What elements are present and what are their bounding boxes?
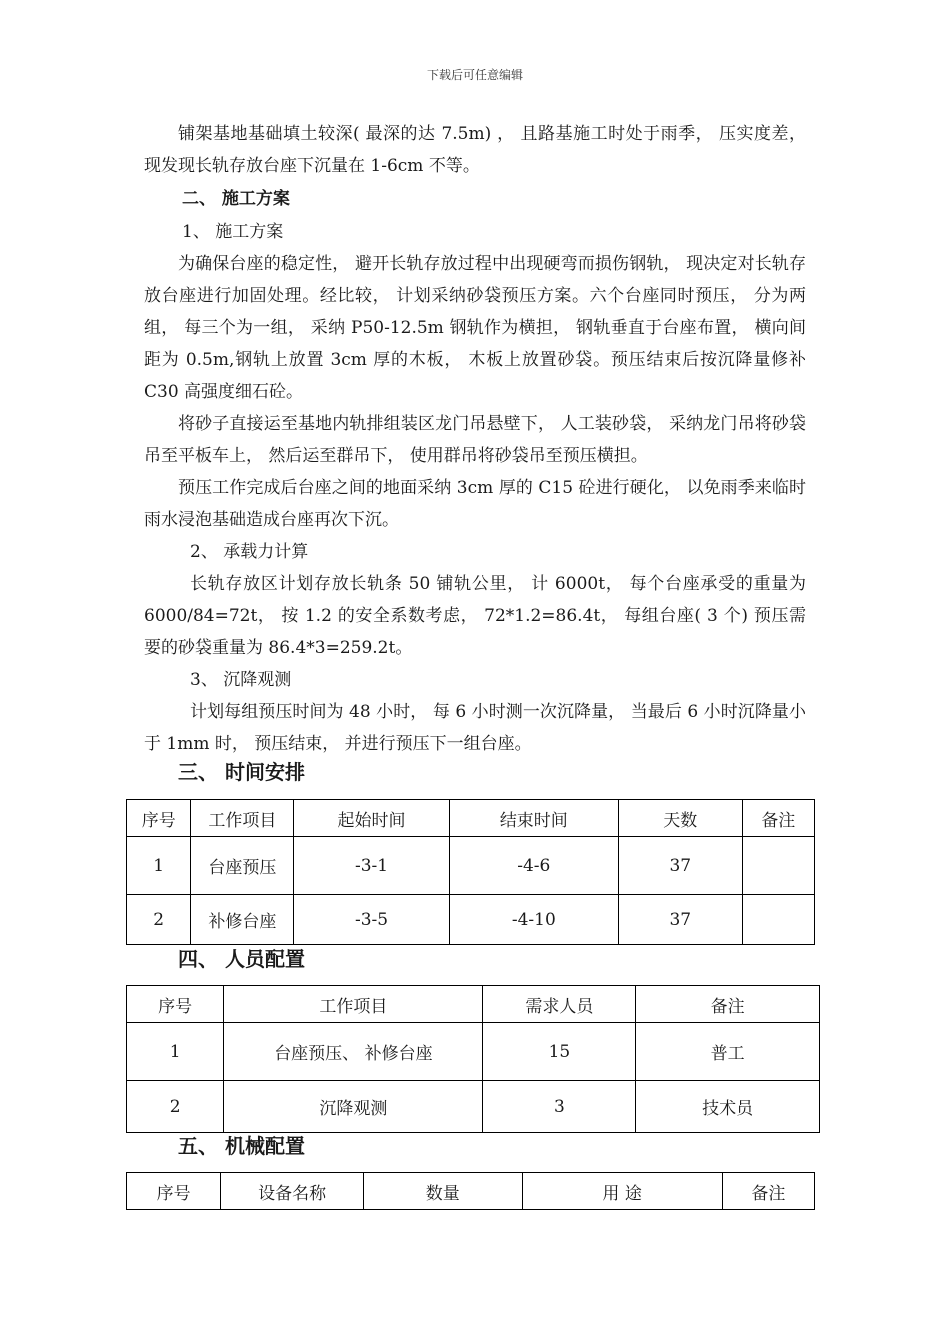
page-header: 下载后可任意编辑 — [426, 68, 523, 82]
table-cell — [742, 837, 814, 895]
table-cell: 台座预压、 补修台座 — [224, 1023, 483, 1081]
paragraph-settlement: 计划每组预压时间为 48 小时， 每 6 小时测一次沉降量， 当最后 6 小时沉降量小于 1mm 时， 预压结束， 并进行预压下一组台座。 — [144, 702, 806, 754]
table-row — [127, 1081, 820, 1133]
table-cell: -3-5 — [294, 895, 449, 945]
section-heading-construction-plan: 二、 施工方案 — [182, 189, 290, 209]
machinery-table — [126, 1172, 815, 1210]
table-cell — [742, 895, 814, 945]
table-cell: 15 — [483, 1023, 636, 1081]
table-cell: 2 — [127, 895, 191, 945]
personnel-table — [126, 985, 820, 1133]
section-heading-machinery: 五、 机械配置 — [178, 1134, 305, 1158]
table-header-row — [127, 986, 820, 1023]
schedule-table — [126, 799, 815, 945]
table-row — [127, 1023, 820, 1081]
table-cell: 台座预压 — [191, 837, 294, 895]
section-heading-schedule: 三、 时间安排 — [178, 760, 305, 784]
col-header: 备注 — [742, 800, 814, 837]
col-header: 序号 — [127, 800, 191, 837]
paragraph-foundation: 铺架基地基础填土较深( 最深的达 7.5m) ， 且路基施工时处于雨季， 压实度差， 现发现长轨存放台座下沉量在 1-6cm 不等。 — [144, 124, 806, 176]
table-cell: 3 — [483, 1081, 636, 1133]
table-cell: 1 — [127, 837, 191, 895]
col-header: 结束时间 — [449, 800, 618, 837]
table-row — [127, 837, 815, 895]
paragraph-bearing-calc: 长轨存放区计划存放长轨条 50 铺轨公里， 计 6000t， 每个台座承受的重量为 6000/84=72t， 按 1.2 的安全系数考虑， 72*1.2=86.4t， 每组台座( 3 个) 预压需要的砂袋重量为 86.4*3=259.2t。 — [144, 574, 806, 658]
table-cell: -3-1 — [294, 837, 449, 895]
subheading-settlement: 3、 沉降观测 — [190, 670, 292, 690]
col-header: 需求人员 — [483, 986, 636, 1023]
col-header: 序号 — [127, 1173, 221, 1210]
table-cell: -4-6 — [449, 837, 618, 895]
col-header: 天数 — [618, 800, 742, 837]
col-header: 备注 — [722, 1173, 814, 1210]
col-header: 设备名称 — [221, 1173, 364, 1210]
col-header: 起始时间 — [294, 800, 449, 837]
col-header: 工作项目 — [224, 986, 483, 1023]
subheading-bearing-capacity: 2、 承载力计算 — [190, 542, 309, 562]
table-header-row — [127, 800, 815, 837]
table-cell: 37 — [618, 895, 742, 945]
subheading-construction-plan: 1、 施工方案 — [182, 222, 284, 242]
table-header-row — [127, 1173, 815, 1210]
table-row — [127, 895, 815, 945]
table-cell: -4-10 — [449, 895, 618, 945]
col-header: 序号 — [127, 986, 224, 1023]
section-heading-personnel: 四、 人员配置 — [178, 947, 305, 971]
table-cell: 技术员 — [636, 1081, 820, 1133]
table-cell: 1 — [127, 1023, 224, 1081]
table-cell: 普工 — [636, 1023, 820, 1081]
col-header: 用 途 — [522, 1173, 722, 1210]
col-header: 数量 — [363, 1173, 522, 1210]
table-cell: 补修台座 — [191, 895, 294, 945]
paragraph-preload-plan: 为确保台座的稳定性， 避开长轨存放过程中出现硬弯而损伤钢轨， 现决定对长轨存放台座进行加固处理。经比较， 计划采纳砂袋预压方案。六个台座同时预压， 分为两组， 每三个为一组， 采纳 P50-12.5m 钢轨作为横担， 钢轨垂直于台座布置， 横向间距为 0.5m,钢轨上放置 3cm 厚的木板， 木板上放置砂袋。预压结束后按沉降量修补 C30 高强度细石砼。 — [144, 254, 806, 402]
paragraph-ground-hardening: 预压工作完成后台座之间的地面采纳 3cm 厚的 C15 砼进行硬化， 以免雨季来临时雨水浸泡基础造成台座再次下沉。 — [144, 478, 806, 530]
col-header: 备注 — [636, 986, 820, 1023]
col-header: 工作项目 — [191, 800, 294, 837]
table-cell: 沉降观测 — [224, 1081, 483, 1133]
document-body — [144, 118, 806, 760]
paragraph-sand-transport: 将砂子直接运至基地内轨排组装区龙门吊悬壁下， 人工装砂袋， 采纳龙门吊将砂袋吊至平板车上， 然后运至群吊下， 使用群吊将砂袋吊至预压横担。 — [144, 414, 806, 466]
table-cell: 2 — [127, 1081, 224, 1133]
table-cell: 37 — [618, 837, 742, 895]
